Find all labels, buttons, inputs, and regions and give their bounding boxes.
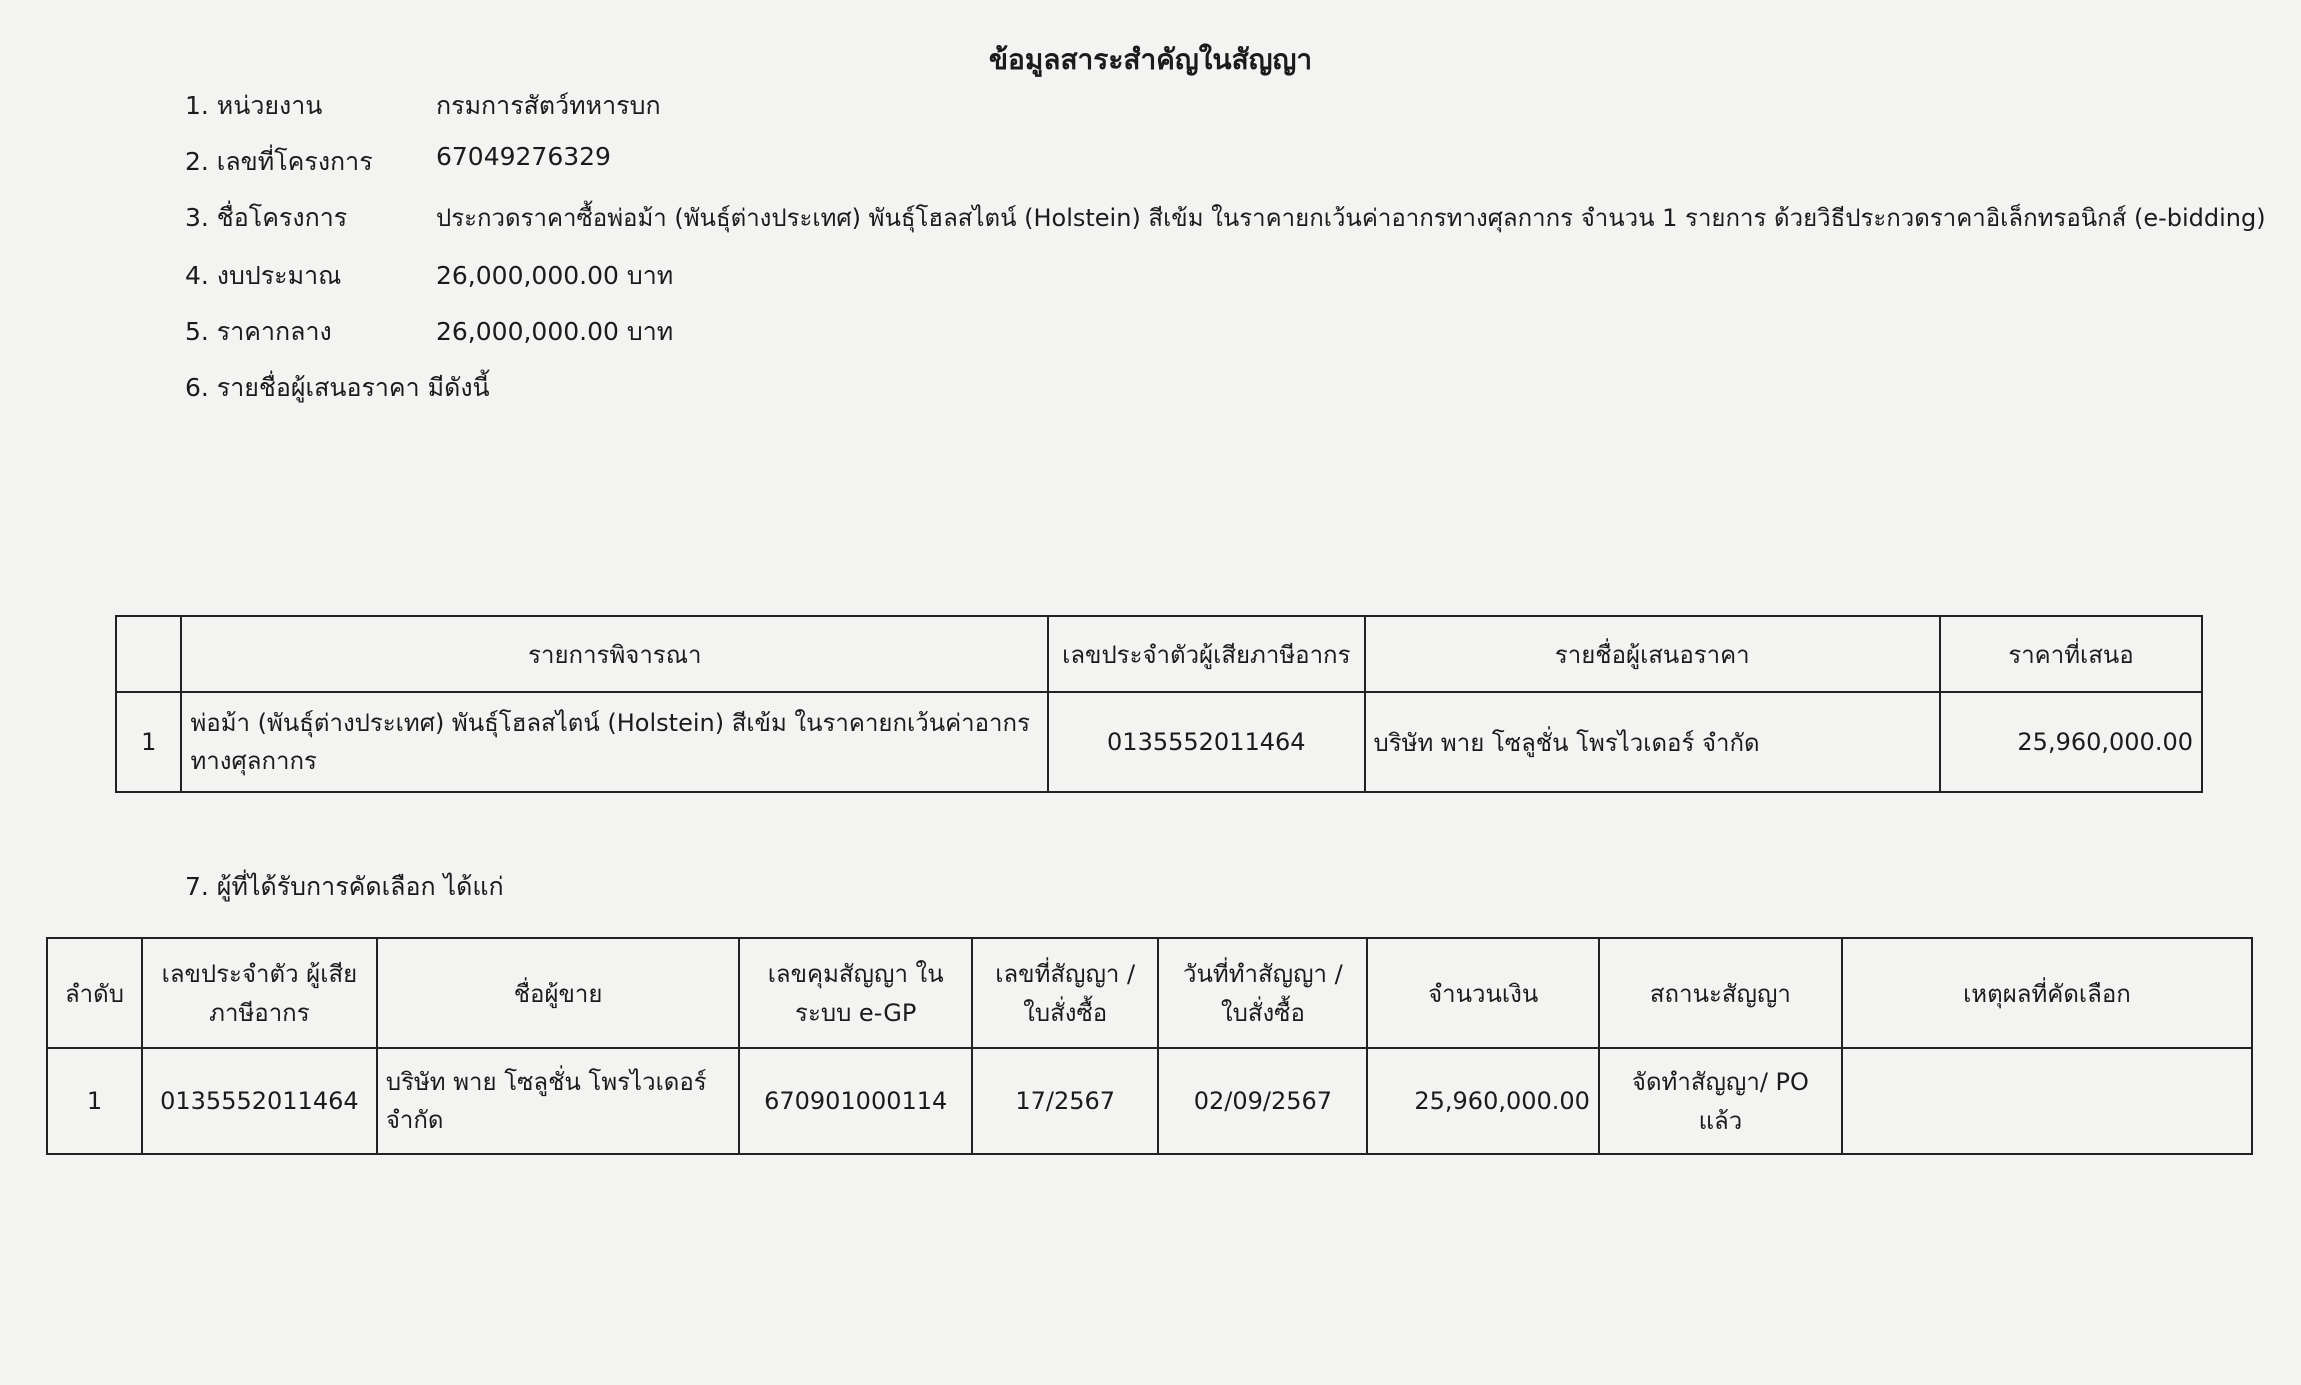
bidders-cell-price: 25,960,000.00	[1940, 692, 2202, 792]
bidders-header-tax-id: เลขประจำตัวผู้เสียภาษีอากร	[1048, 616, 1364, 692]
field-value-agency: กรมการสัตว์ทหารบก	[436, 91, 661, 120]
field-label-budget: 4. งบประมาณ	[185, 261, 342, 290]
selected-cell-contract-date: 02/09/2567	[1158, 1048, 1367, 1154]
selected-cell-contract-no: 17/2567	[972, 1048, 1158, 1154]
table-row	[116, 692, 2202, 792]
selected-cell-no: 1	[47, 1048, 142, 1154]
field-label-project-no: 2. เลขที่โครงการ	[185, 147, 373, 176]
selected-cell-amount: 25,960,000.00	[1367, 1048, 1599, 1154]
field-value-budget: 26,000,000.00 บาท	[436, 261, 674, 290]
selected-header-contract-no: เลขที่สัญญา / ใบสั่งซื้อ	[972, 938, 1158, 1048]
selected-cell-status: จัดทำสัญญา/ PO แล้ว	[1599, 1048, 1842, 1154]
selected-header-status: สถานะสัญญา	[1599, 938, 1842, 1048]
bidders-table-header-row	[116, 616, 2202, 692]
selected-header-contract-date: วันที่ทำสัญญา / ใบสั่งซื้อ	[1158, 938, 1367, 1048]
selected-header-amount: จำนวนเงิน	[1367, 938, 1599, 1048]
selected-header-tax-id: เลขประจำตัว ผู้เสียภาษีอากร	[142, 938, 377, 1048]
selected-table	[46, 937, 2253, 1155]
field-value-median-price: 26,000,000.00 บาท	[436, 317, 674, 346]
bidders-cell-bidder: บริษัท พาย โซลูชั่น โพรไวเดอร์ จำกัด	[1365, 692, 1941, 792]
selected-header-no: ลำดับ	[47, 938, 142, 1048]
bidders-header-no	[116, 616, 181, 692]
section7-heading: 7. ผู้ที่ได้รับการคัดเลือก ได้แก่	[185, 872, 504, 901]
page-title: ข้อมูลสาระสำคัญในสัญญา	[988, 43, 1313, 76]
selected-cell-egp-no: 670901000114	[739, 1048, 972, 1154]
selected-cell-reason	[1842, 1048, 2252, 1154]
table-row	[47, 1048, 2252, 1154]
section6-heading: 6. รายชื่อผู้เสนอราคา มีดังนี้	[185, 373, 490, 402]
bidders-header-price: ราคาที่เสนอ	[1940, 616, 2202, 692]
selected-cell-seller: บริษัท พาย โซลูชั่น โพรไวเดอร์ จำกัด	[377, 1048, 740, 1154]
bidders-header-bidder: รายชื่อผู้เสนอราคา	[1365, 616, 1941, 692]
field-label-agency: 1. หน่วยงาน	[185, 91, 323, 120]
selected-header-seller: ชื่อผู้ขาย	[377, 938, 740, 1048]
field-label-median-price: 5. ราคากลาง	[185, 317, 332, 346]
bidders-cell-no: 1	[116, 692, 181, 792]
field-value-project-name: ประกวดราคาซื้อพ่อม้า (พันธุ์ต่างประเทศ) พันธุ์โฮลสไตน์ (Holstein) สีเข้ม ในราคายกเว้นค่าอากรทางศุลกากร จำนวน 1 รายการ ด้วยวิธีประกวดราคาอิเล็กทรอนิกส์ (e-bidding)	[436, 204, 2266, 232]
field-value-project-no: 67049276329	[436, 142, 611, 171]
selected-table-header-row	[47, 938, 2252, 1048]
selected-cell-tax-id: 0135552011464	[142, 1048, 377, 1154]
bidders-cell-tax-id: 0135552011464	[1048, 692, 1364, 792]
selected-header-reason: เหตุผลที่คัดเลือก	[1842, 938, 2252, 1048]
selected-header-egp-no: เลขคุมสัญญา ในระบบ e-GP	[739, 938, 972, 1048]
bidders-header-item: รายการพิจารณา	[181, 616, 1048, 692]
bidders-table	[115, 615, 2203, 793]
field-label-project-name: 3. ชื่อโครงการ	[185, 203, 348, 232]
bidders-cell-item: พ่อม้า (พันธุ์ต่างประเทศ) พันธุ์โฮลสไตน์ (Holstein) สีเข้ม ในราคายกเว้นค่าอากรทางศุลกากร	[181, 692, 1048, 792]
